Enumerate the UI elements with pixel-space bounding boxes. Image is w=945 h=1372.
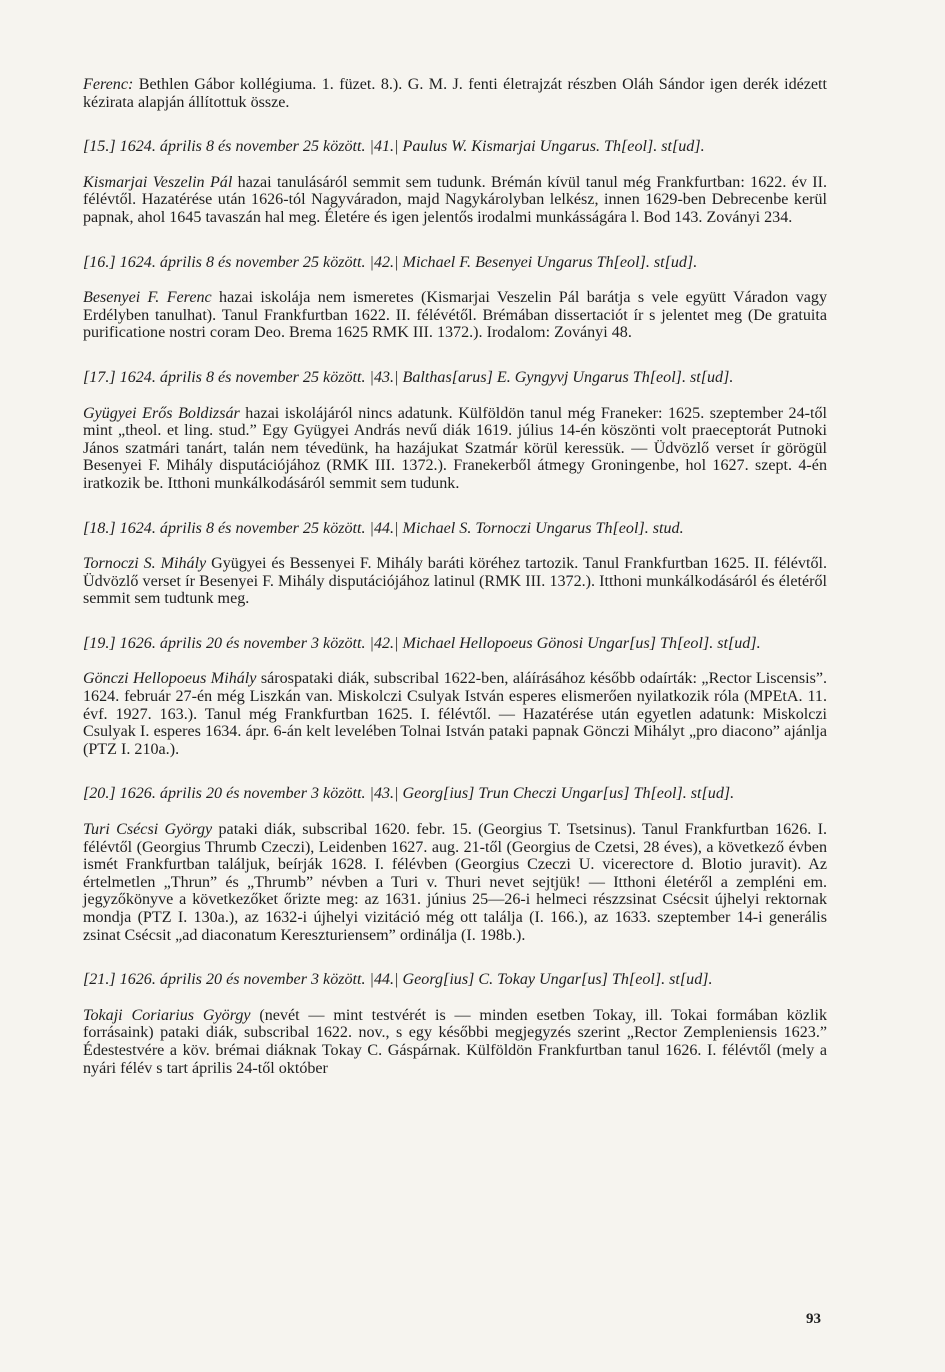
entry-name: Gönczi Hellopoeus Mihály: [83, 670, 257, 688]
entry-name: Turi Csécsi György: [83, 821, 213, 839]
intro-name: Ferenc:: [83, 76, 134, 93]
entry-heading: [21.] 1626. április 20 és november 3 között. |44.| Georg[ius] C. Tokay Ungar[us] Th[eol]. st[ud].: [83, 971, 713, 989]
entry-text: hazai iskolájáról nincs adatunk. Külföldön tanul még Franeker: 1625. szeptember 24-től mint „theol. et ling. stud.” Egy Gyügyei András nevű diák 1619. július 14-én köszönti volt praeceptorát Putnoki János szatmári tanárt, talán nem tévedünk, ha hazájukat Szatmár körül keressük. — Üdvözlő verset ír görögül Besenyei F. Mihály disputációjához (RMK III. 1372.). Franekerből átmegy Groningenbe, hol 1627. szept. 4-én iratkozik be. Itthoni munkálkodásáról semmit sem tudunk.: [83, 404, 827, 492]
entry-heading: [19.] 1626. április 20 és november 3 között. |42.| Michael Hellopoeus Gönosi Ungar[us] Th[eol]. st[ud].: [83, 634, 761, 652]
entry-name: Besenyei F. Ferenc: [83, 289, 212, 307]
entry-body: [83, 405, 827, 493]
entry-text: pataki diák, subscribal 1620. febr. 15. (Georgius T. Tsetsinus). Tanul Frankfurtban 1626. I. félévtől (Georgius Thrumb Czeczi), Leidenben 1627. aug. 21-től (Georgius de Czetsi, 28 éves), a következő évben ismét Frankfurtban találjuk, beírják 1628. I. félévben (Georgius Czeczi U. vicerectore d. Blotio juravit). Az értelmetlen „Thrun” és „Thrumb” névben a Turi v. Thuri nevet sejtjük! — Itthoni életéről a zempléni em. jegyzőkönyve a következőket őrizte meg: az 1631. június 25—26-i helmeci részzsinat Csécsit újhelyi rektornak mondja (PTZ I. 130a.), az 1632-i újhelyi vizitáció még ott találja (I. 166.), az 1633. szeptember 14-i generális zsinat Csécsit „ad diaconatum Kereszturiensem” ordinálja (I. 198b.).: [83, 821, 828, 944]
entry-heading: [18.] 1624. április 8 és november 25 között. |44.| Michael S. Tornoczi Ungarus Th[eol]. stud.: [83, 519, 684, 537]
entry-heading: [16.] 1624. április 8 és november 25 között. |42.| Michael F. Besenyei Ungarus Th[eol]. st[ud].: [83, 253, 698, 271]
intro-paragraph: [83, 76, 827, 111]
entry-body: [83, 289, 827, 342]
entry-text: Gyügyei és Bessenyei F. Mihály baráti köréhez tartozik. Tanul Frankfurtban 1625. II. félévtől. Üdvözlő verset ír Besenyei F. Mihály disputációjához latinul (RMK III. 1372.). Itthoni munkálkodásáról és életéről semmit sem tudtunk meg.: [83, 555, 827, 608]
entry-text: hazai tanulásáról semmit sem tudunk. Brémán kívül tanul még Frankfurtban: 1622. év II. félévtől. Hazatérése után 1626-tól Nagyváradon, majd Nagykárolyban lelkész, innen 1629-ben Debrecenbe kerül papnak, ahol 1645 tavaszán hal meg. Életére és igen jelentős irodalmi munkásságára l. Bod 143. Zoványi 234.: [83, 173, 827, 226]
entry-heading: [20.] 1626. április 20 és november 3 között. |43.| Georg[ius] Trun Checzi Ungar[us] Th[eol]. st[ud].: [83, 785, 735, 803]
entry-name: Kismarjai Veszelin Pál: [83, 173, 233, 191]
entry-body: [83, 1007, 827, 1077]
entry-name: Tornoczi S. Mihály: [83, 555, 207, 573]
entry-body: [83, 821, 827, 944]
entry-text: sárospataki diák, subscribal 1622-ben, aláírásához később odaírták: „Rector Liscensis”. 1624. február 27-én még Liszkán van. Miskolczi Csulyak István esperes elismerően nyilatkozik róla (MPEtA. 11. évf. 1927. 163.). Tanul még Frankfurtban 1625. I. félévtől. — Hazatérése után egyetlen adatunk: Miskolczi Csulyak I. esperes 1634. ápr. 6-án kelt levelében Tolnai István pataki papnak Gönczi Mihályt „pro diacono” ajánlja (PTZ I. 210a.).: [83, 670, 827, 758]
entry-body: [83, 174, 827, 227]
entry-text: (nevét — mint testvérét is — minden esetben Tokay, ill. Tokai formában közlik forrásaink) pataki diák, subscribal 1622. nov., s egy későbbi megjegyzés szerint „Rector Zempleniensis 1623.” Édestestvére a köv. brémai diáknak Tokay C. Gáspárnak. Külföldön Frankfurtban tanul 1626. I. félévtől (mely a nyári félév s tart április 24-től október: [83, 1006, 827, 1077]
entry-name: Gyügyei Erős Boldizsár: [83, 404, 240, 422]
entry-body: [83, 555, 827, 608]
intro-text: Bethlen Gábor kollégiuma. 1. füzet. 8.). G. M. J. fenti életrajzát részben Oláh Sándor igen derék idézett kézirata alapján állítottuk össze.: [83, 76, 827, 111]
entry-body: [83, 670, 827, 758]
page-number: 93: [806, 1311, 821, 1327]
entry-heading: [15.] 1624. április 8 és november 25 között. |41.| Paulus W. Kismarjai Ungarus. Th[eol]. st[ud].: [83, 138, 705, 156]
entry-name: Tokaji Coriarius György: [83, 1006, 251, 1024]
entry-text: hazai iskolája nem ismeretes (Kismarjai Veszelin Pál barátja s vele együtt Váradon vagy Erdélyben tanulhat). Tanul Frankfurtban 1622. II. félévétől. Brémában dissertaciót ír s jelentet meg (De gratuita purificatione nostri coram Deo. Brema 1625 RMK III. 1372.). Irodalom: Zoványi 48.: [83, 289, 827, 342]
entry-heading: [17.] 1624. április 8 és november 25 között. |43.| Balthas[arus] E. Gyngyvj Ungarus Th[eol]. st[ud].: [83, 368, 734, 386]
